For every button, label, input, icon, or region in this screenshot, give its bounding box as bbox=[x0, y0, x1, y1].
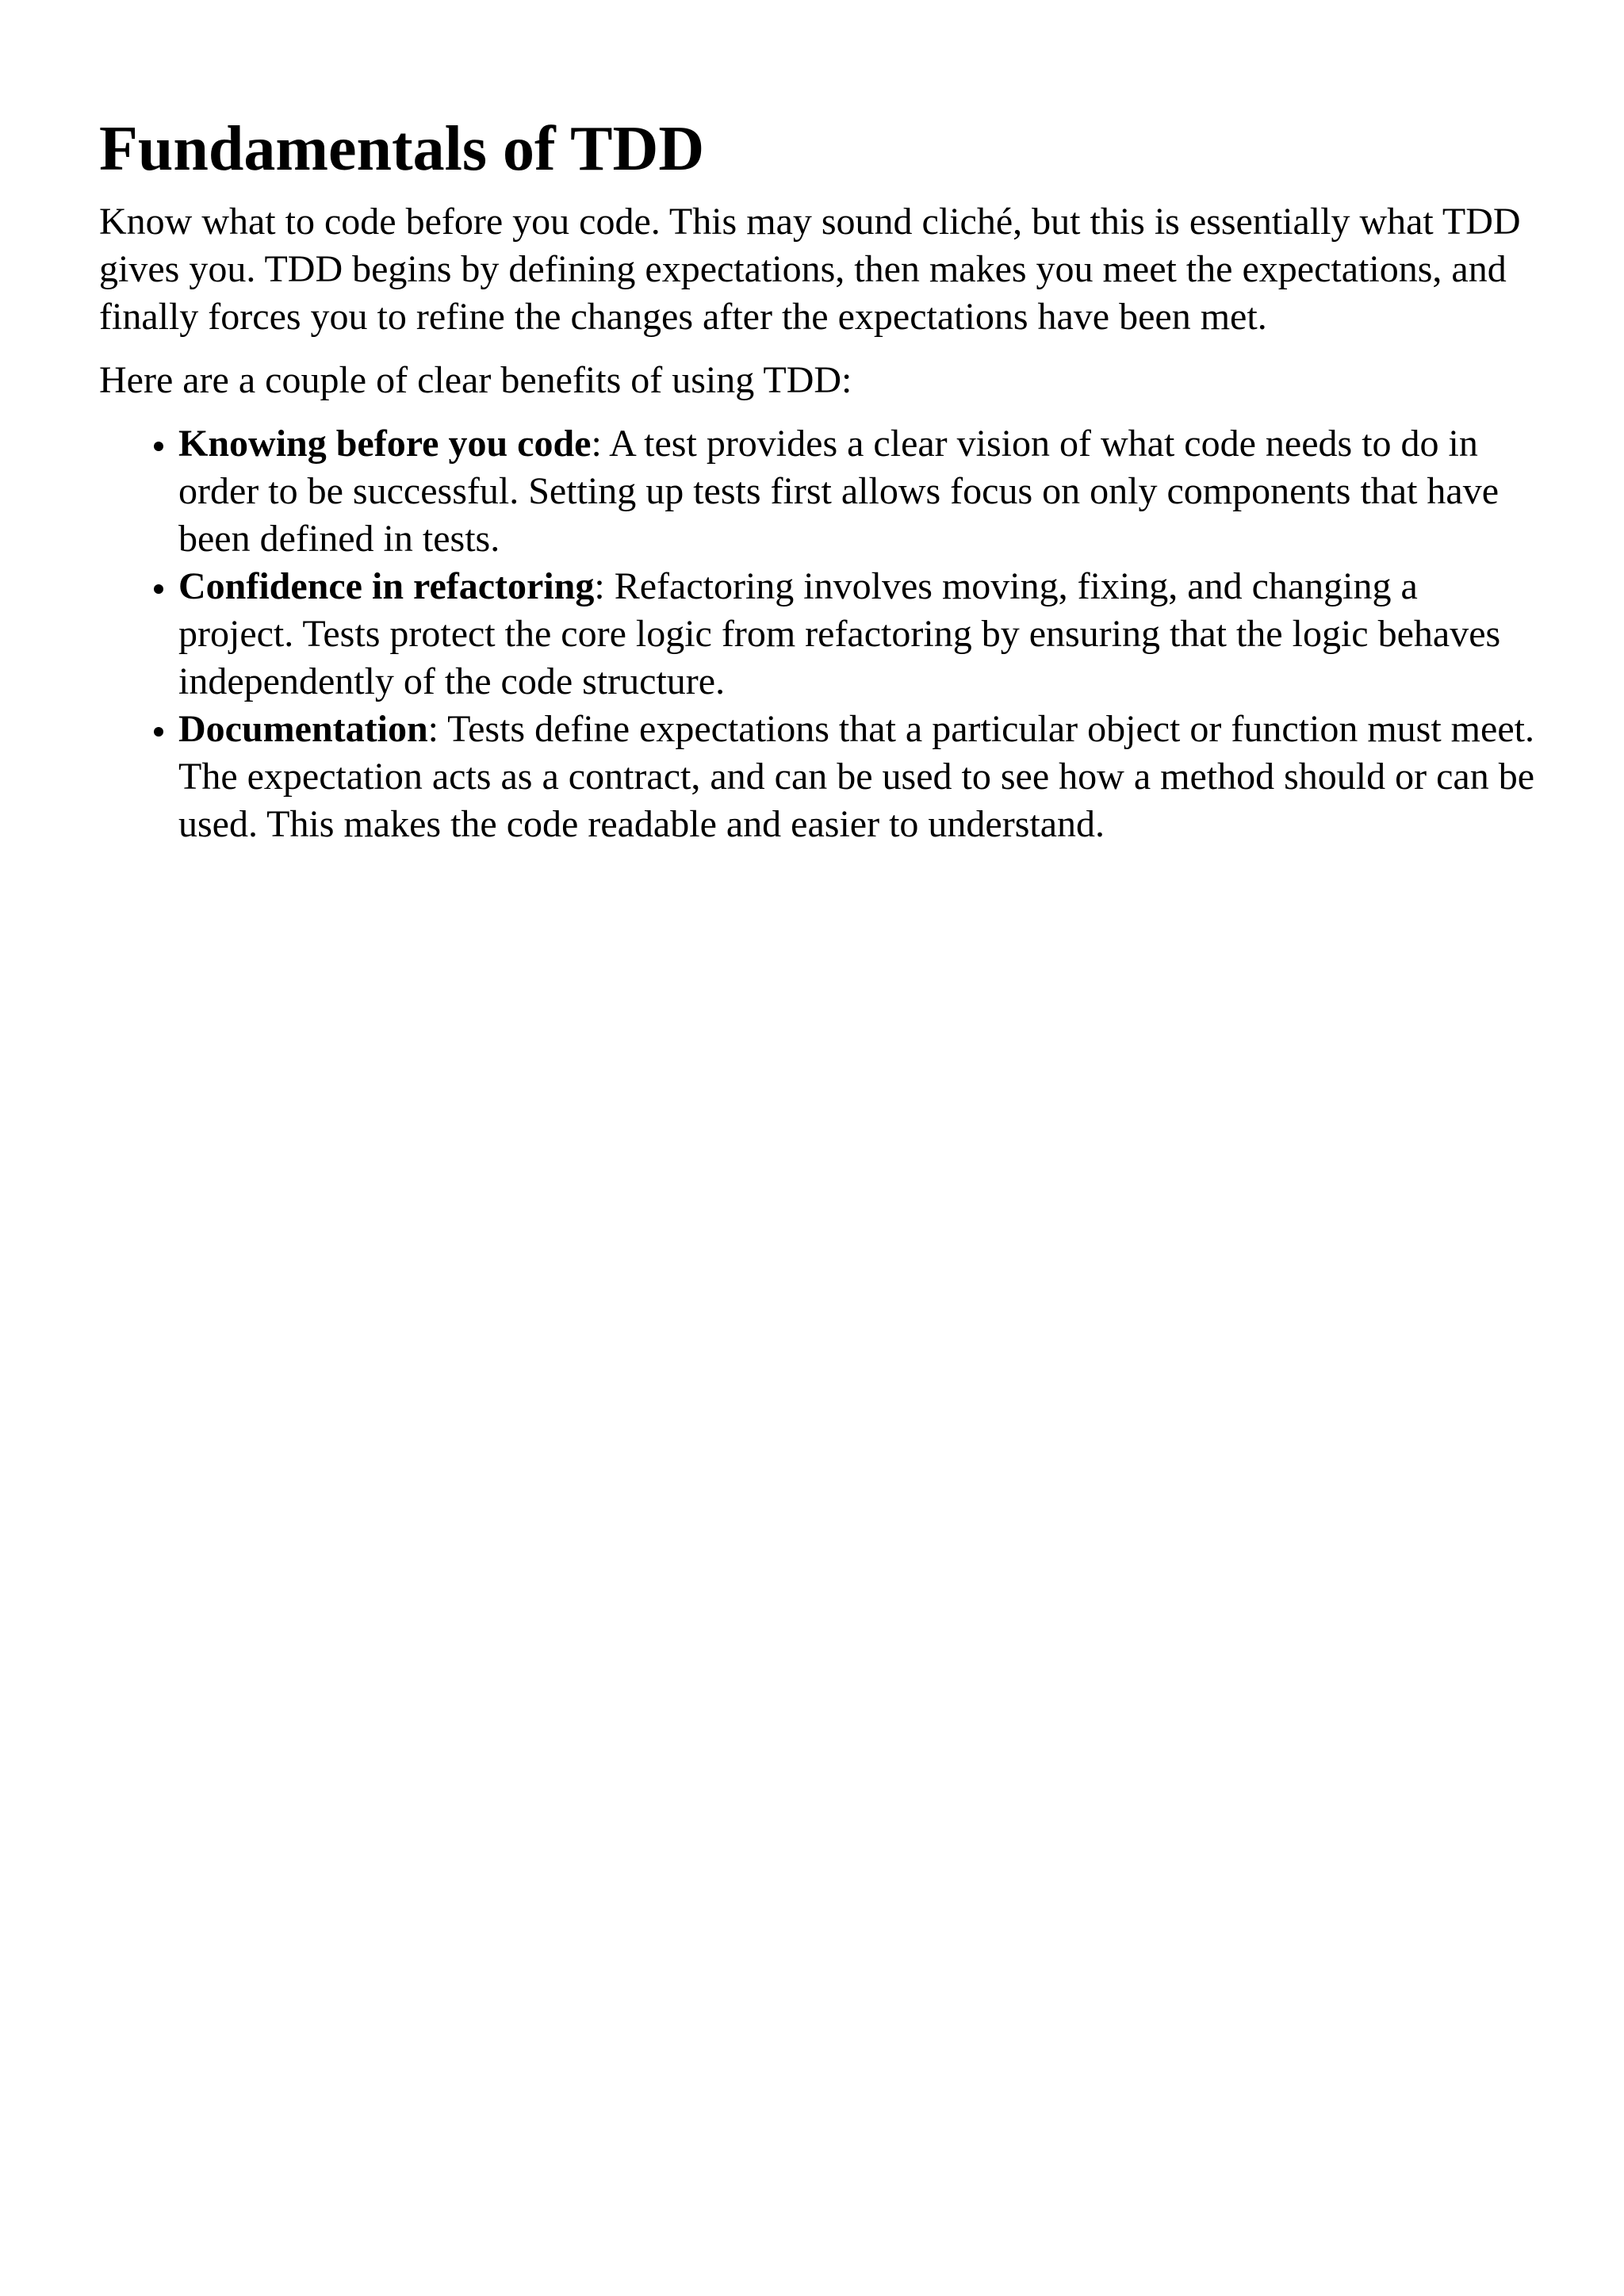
benefit-description: : Tests define expectations that a particular object or function must meet. The expectation acts as a contract, and can be used to see how a method should or can be used. This makes the code readable and easier to understand. bbox=[178, 708, 1535, 845]
benefit-term: Confidence in refactoring bbox=[178, 565, 595, 607]
list-item bbox=[178, 706, 1537, 848]
benefits-lead-in: Here are a couple of clear benefits of using TDD: bbox=[99, 359, 852, 401]
list-item bbox=[178, 563, 1537, 706]
intro-paragraph: Know what to code before you code. This may sound cliché, but this is essentially what TDD gives you. TDD begins by defining expectations, then makes you meet the expectations, and finally forces you to refine the changes after the expectations have been met. bbox=[99, 201, 1521, 338]
benefit-term: Documentation bbox=[178, 708, 428, 750]
page-title: Fundamentals of TDD bbox=[99, 114, 705, 184]
benefit-description: : Refactoring involves moving, fixing, and changing a project. Tests protect the core logic from refactoring by ensuring that the logic behaves independently of the code structure. bbox=[178, 565, 1501, 702]
benefit-term: Knowing before you code bbox=[178, 423, 592, 465]
list-item bbox=[178, 420, 1537, 563]
benefits-list bbox=[99, 420, 1537, 848]
benefit-description: : A test provides a clear vision of what code needs to do in order to be successful. Setting up tests first allows focus on only components that have been defined in tests. bbox=[178, 423, 1500, 560]
